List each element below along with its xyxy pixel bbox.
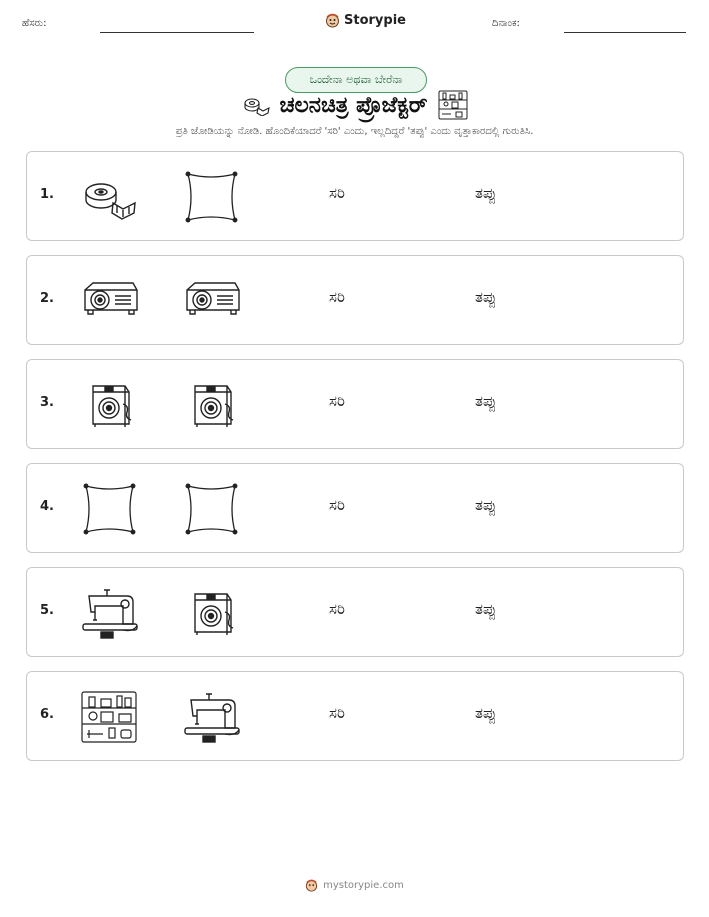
option-wrong[interactable]: ತಪ್ಪು — [475, 184, 497, 202]
option-wrong[interactable]: ತಪ್ಪು — [475, 288, 497, 306]
row-number: 5. — [40, 603, 54, 618]
option-wrong[interactable]: ತಪ್ಪು — [475, 600, 497, 618]
screen-icon — [79, 482, 139, 536]
option-correct[interactable]: ಸರಿ — [329, 184, 345, 202]
option-wrong[interactable]: ತಪ್ಪು — [475, 496, 497, 514]
date-label: ದಿನಾಂಕ: — [492, 18, 520, 29]
exercise-row — [26, 359, 684, 449]
film-reel-icon — [79, 170, 139, 224]
option-correct[interactable]: ಸರಿ — [329, 392, 345, 410]
worksheet-header — [0, 0, 709, 40]
option-wrong[interactable]: ತಪ್ಪು — [475, 704, 497, 722]
screen-icon — [181, 170, 241, 224]
sewing-machine-icon — [79, 586, 139, 640]
workbench-icon — [79, 690, 139, 744]
projector-box-icon — [79, 378, 139, 432]
projector-box-icon — [181, 586, 241, 640]
row-number: 6. — [40, 707, 54, 722]
workbench-icon — [438, 90, 468, 120]
instructions: ಪ್ರತಿ ಜೋಡಿಯನ್ನು ನೋಡಿ. ಹೊಂದಿಕೆಯಾದರೆ 'ಸರಿ' ಎಂದು, ಇಲ್ಲದಿದ್ದರೆ 'ತಪ್ಪು' ಎಂದು ವೃತ್ತಾಕಾರದಲ್ಲಿ ಗುರುತಿಸಿ. — [175, 126, 534, 137]
sewing-machine-icon — [181, 690, 241, 744]
exercise-row — [26, 151, 684, 241]
projector-icon — [181, 274, 241, 328]
name-field-line[interactable] — [100, 32, 254, 33]
name-label: ಹೆಸರು: — [22, 18, 47, 29]
category-badge: ಒಂದೇನಾ ಅಥವಾ ಬೇರೆನಾ — [285, 67, 427, 93]
exercise-row — [26, 567, 684, 657]
exercise-row — [26, 463, 684, 553]
option-correct[interactable]: ಸರಿ — [329, 496, 345, 514]
storypie-footer-icon — [305, 879, 318, 892]
exercise-row — [26, 671, 684, 761]
footer — [0, 879, 709, 892]
brand-logo — [325, 13, 406, 28]
row-number: 1. — [40, 187, 54, 202]
screen-icon — [181, 482, 241, 536]
storypie-logo-icon — [325, 13, 340, 28]
title-row — [0, 88, 709, 122]
projector-box-icon — [181, 378, 241, 432]
date-field-line[interactable] — [564, 32, 686, 33]
row-number: 3. — [40, 395, 54, 410]
row-number: 4. — [40, 499, 54, 514]
option-correct[interactable]: ಸರಿ — [329, 704, 345, 722]
brand-name: Storypie — [344, 13, 406, 28]
option-correct[interactable]: ಸರಿ — [329, 288, 345, 306]
footer-url: mystorypie.com — [323, 880, 404, 891]
exercise-row — [26, 255, 684, 345]
option-wrong[interactable]: ತಪ್ಪು — [475, 392, 497, 410]
projector-icon — [79, 274, 139, 328]
option-correct[interactable]: ಸರಿ — [329, 600, 345, 618]
film-reel-icon — [242, 94, 270, 116]
row-number: 2. — [40, 291, 54, 306]
page-title: ಚಲನಚಿತ್ರ ಪ್ರೊಜೆಕ್ಟರ್ — [279, 92, 428, 118]
